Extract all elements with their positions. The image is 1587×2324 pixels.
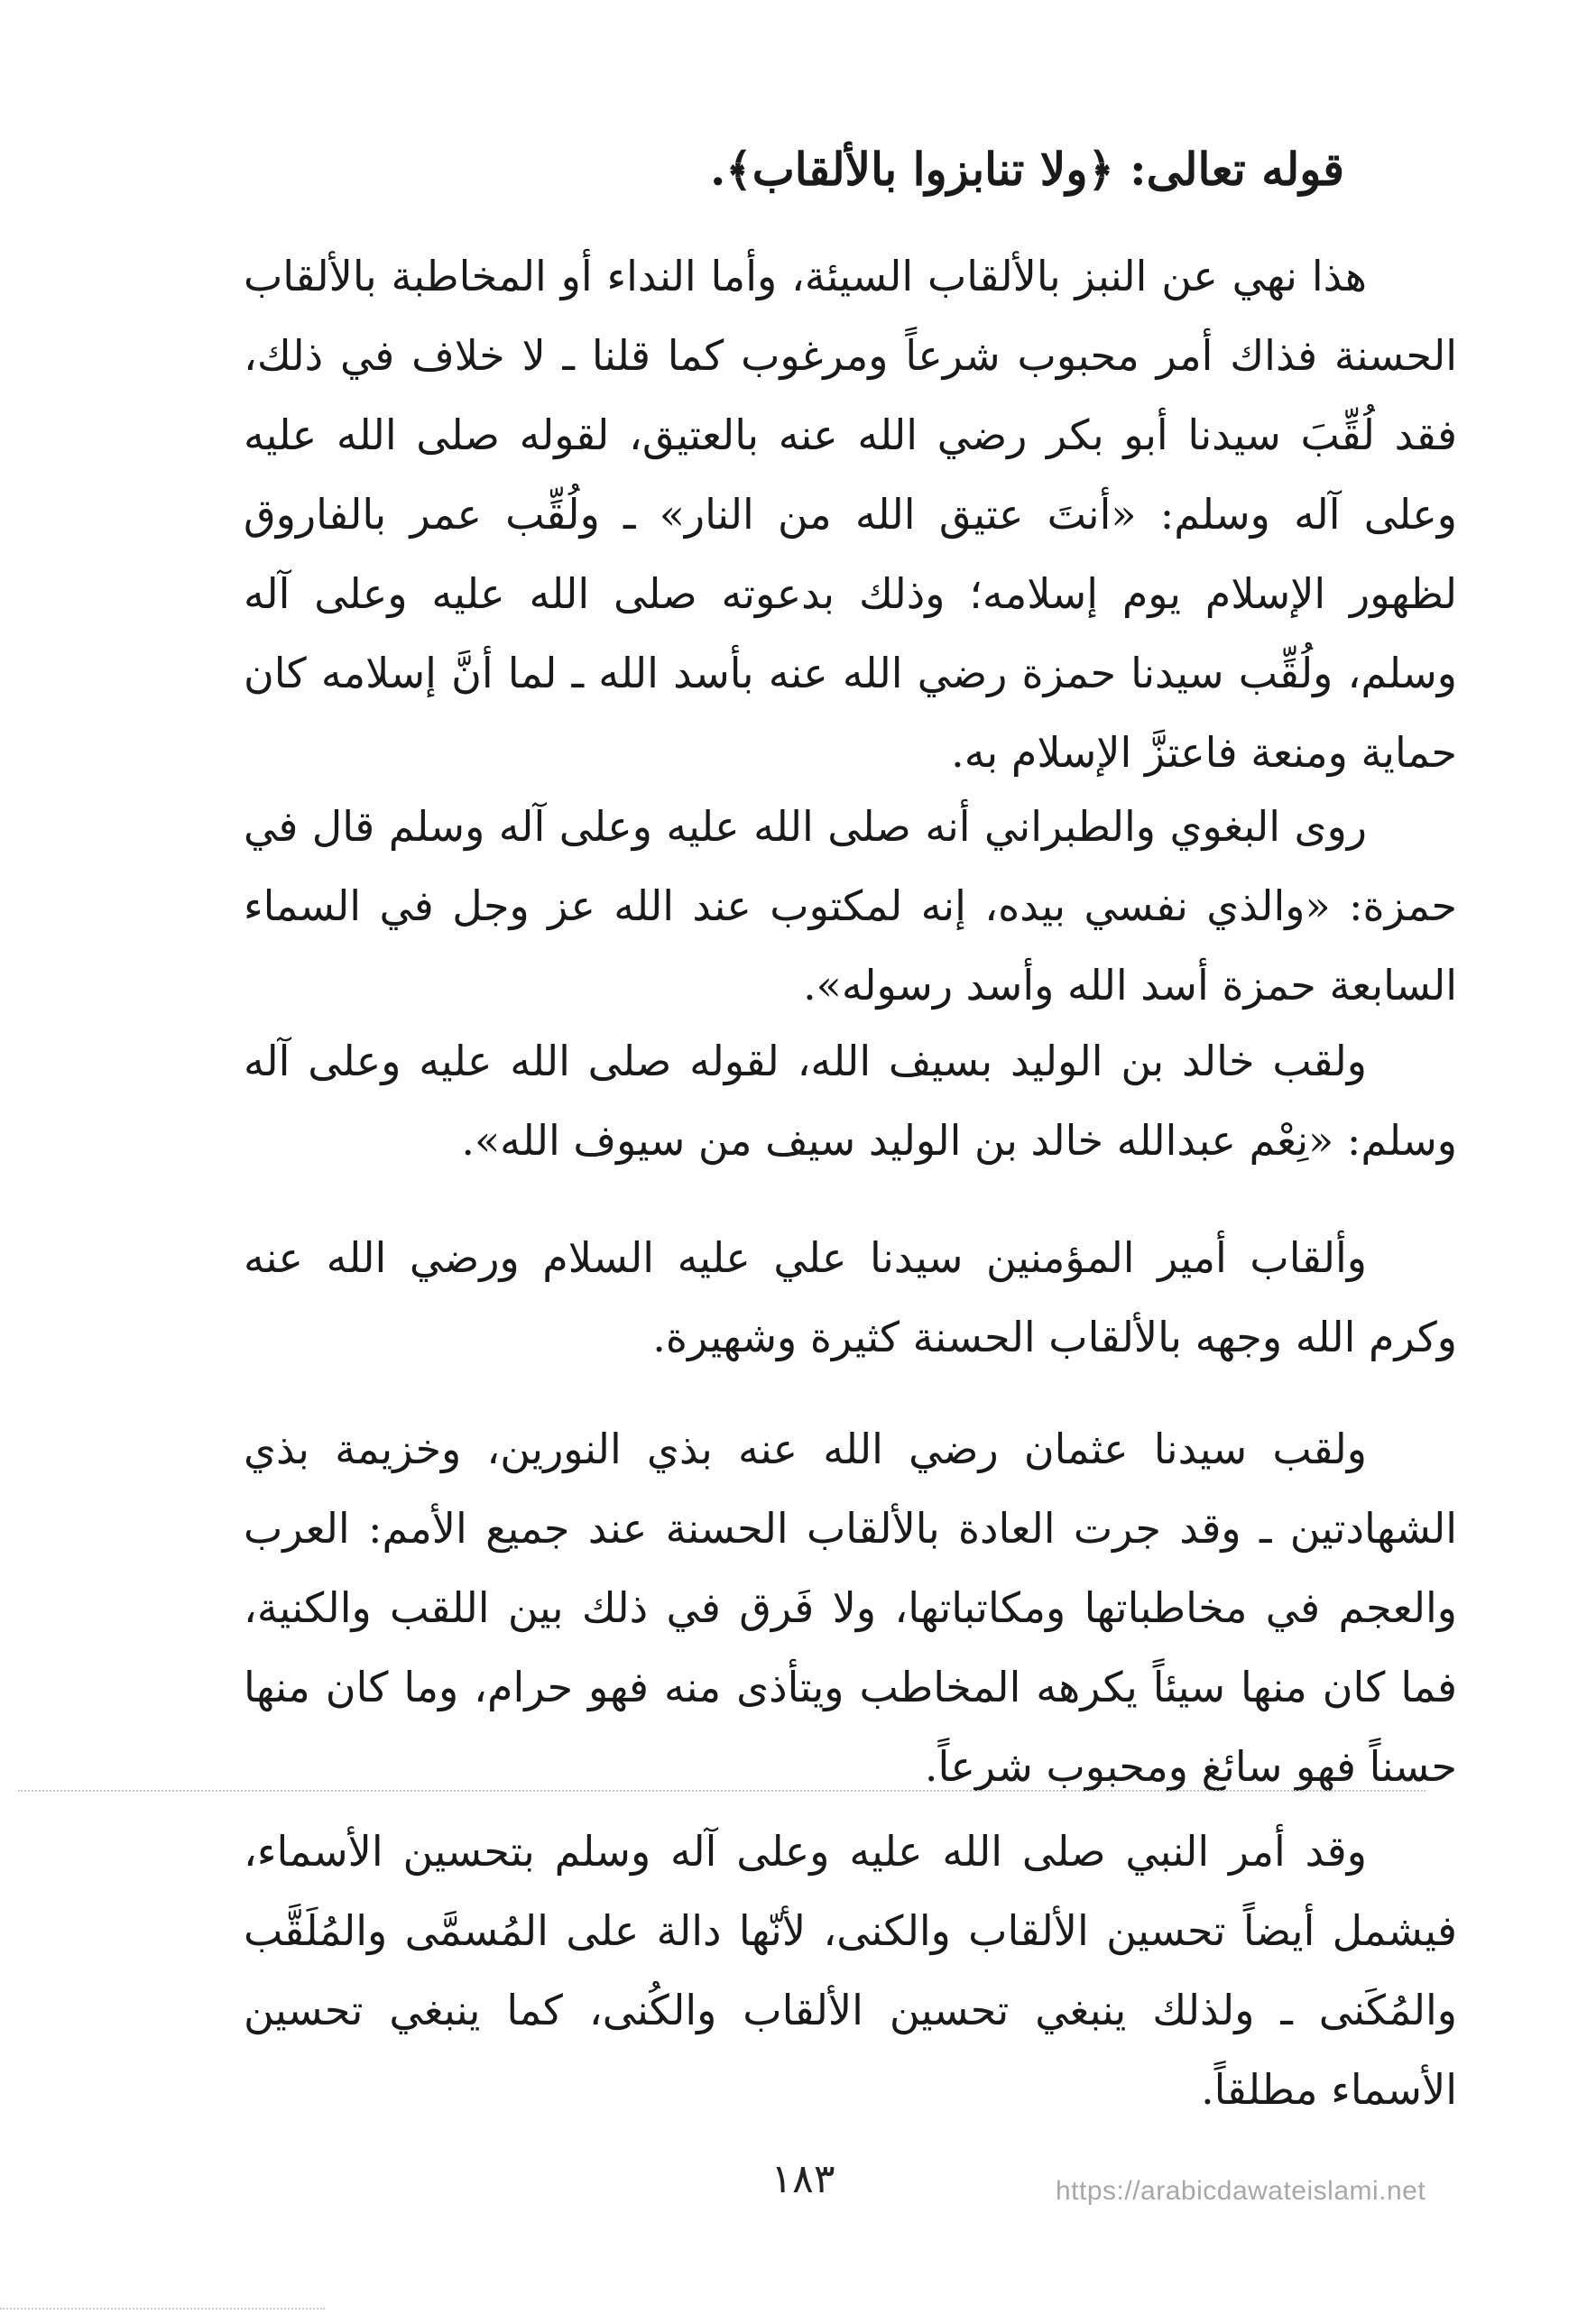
paragraph-5: ولقب سيدنا عثمان رضي الله عنه بذي النورين، وخزيمة بذي الشهادتين ـ وقد جرت العادة بالألقاب الحسنة عند جميع الأمم: العرب والعجم في مخاطباتها ومكاتباتها، ولا فَرق في ذلك بين اللقب والكنية، فما كان منها سيئاً يكرهه المخاطب ويتأذى منه فهو حرام، وما كان منها حسناً فهو سائغ ومحبوب شرعاً. — [244, 1425, 1457, 1791]
paragraph-2: روى البغوي والطبراني أنه صلى الله عليه وعلى آله وسلم قال في حمزة: «والذي نفسي بيده، إنه لمكتوب عند الله عز وجل في السماء السابعة حمزة أسد الله وأسد رسوله». — [244, 802, 1457, 1010]
paragraph-3: ولقب خالد بن الوليد بسيف الله، لقوله صلى الله عليه وعلى آله وسلم: «نِعْم عبدالله خالد بن الوليد سيف من سيوف الله». — [244, 1037, 1457, 1165]
scan-artifact-bottom — [0, 2308, 325, 2310]
paragraph-6: وقد أمر النبي صلى الله عليه وعلى آله وسلم بتحسين الأسماء، فيشمل أيضاً تحسين الألقاب والكنى، لأنّها دالة على المُسمَّى والمُلَقَّب والمُكَنى ـ ولذلك ينبغي تحسين الألقاب والكُنى، كما ينبغي تحسين الأسماء مطلقاً. — [244, 1827, 1458, 2114]
verse-heading: قوله تعالى: ﴿ولا تنابزوا بالألقاب﴾. — [710, 143, 1344, 196]
scan-artifact-divider — [18, 1790, 1426, 1792]
watermark-url: https://arabicdawateislami.net — [1056, 2176, 1426, 2206]
page-number: ١٨٣ — [770, 2156, 835, 2202]
paragraph-1: هذا نهي عن النبز بالألقاب السيئة، وأما النداء أو المخاطبة بالألقاب الحسنة فذاك أمر محبوب شرعاً ومرغوب كما قلنا ـ لا خلاف في ذلك، فقد لُقِّبَ سيدنا أبو بكر رضي الله عنه بالعتيق، لقوله صلى الله عليه وعلى آله وسلم: «أنتَ عتيق الله من النار» ـ ولُقِّب عمر بالفاروق لظهور الإسلام يوم إسلامه؛ وذلك بدعوته صلى الله عليه وعلى آله وسلم، ولُقِّب سيدنا حمزة رضي الله عنه بأسد الله ـ لما أنَّ إسلامه كان حماية ومنعة فاعتزَّ الإسلام به. — [244, 252, 1457, 777]
paragraph-4: وألقاب أمير المؤمنين سيدنا علي عليه السلام ورضي الله عنه وكرم الله وجهه بالألقاب الحسنة كثيرة وشهيرة. — [244, 1233, 1457, 1361]
